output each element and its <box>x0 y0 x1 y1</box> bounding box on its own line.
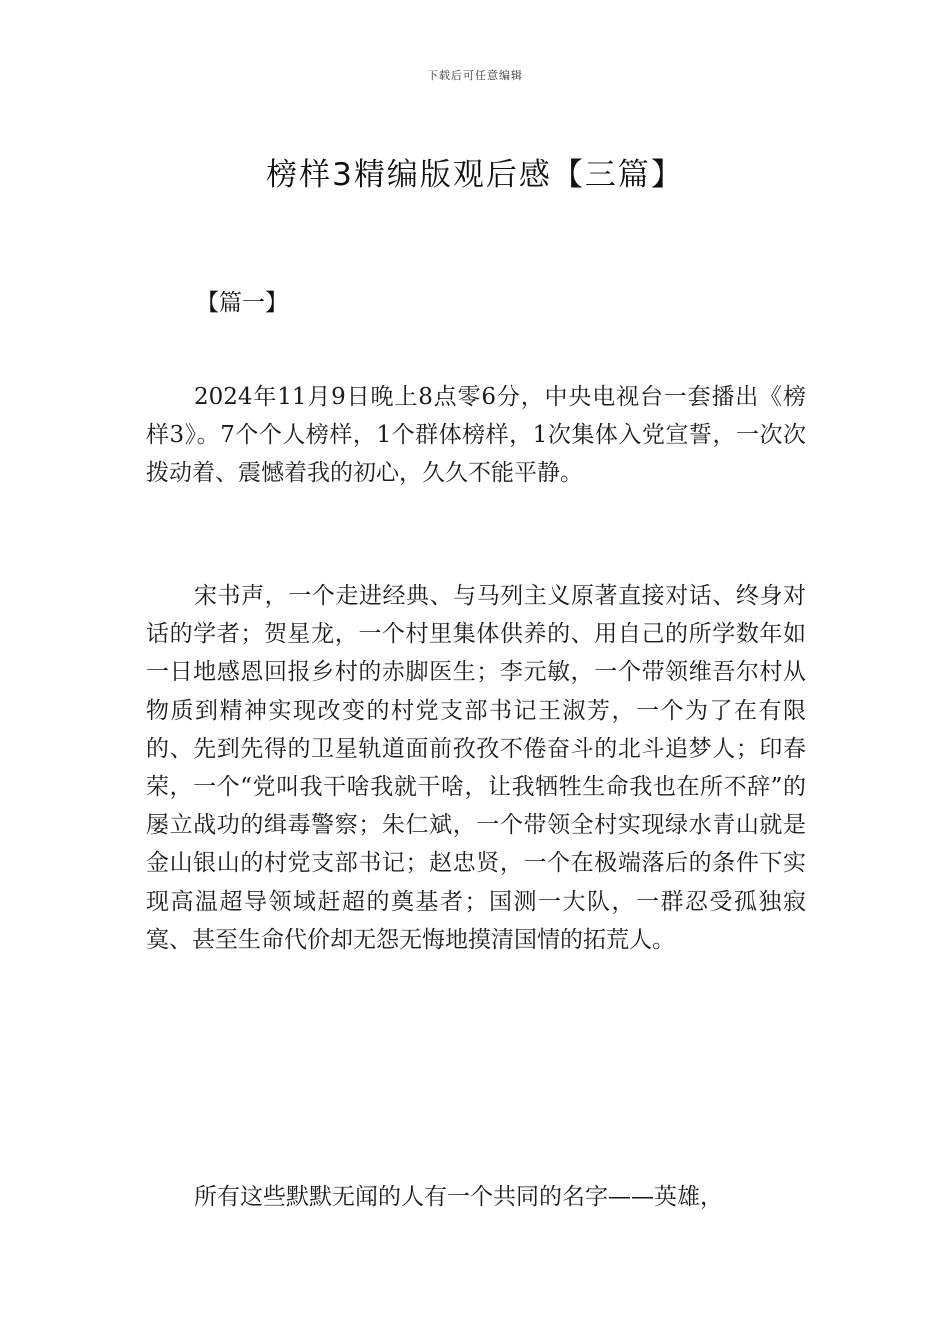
section-heading: 【篇一】 <box>196 290 288 316</box>
document-title: 榜样3精编版观后感【三篇】 <box>266 156 684 193</box>
paragraph: 宋书声，一个走进经典、与马列主义原著直接对话、终身对话的学者；贺星龙，一个村里集体供养的、用自己的所学数年如一日地感恩回报乡村的赤脚医生；李元敏，一个带领维吾尔村从物质到精神实现改变的村党支部书记王淑芳，一个为了在有限的、先到先得的卫星轨道面前孜孜不倦奋斗的北斗追梦人；印春荣，一个“党叫我干啥我就干啥，让我牺牲生命我也在所不辞”的屡立战功的缉毒警察；朱仁斌，一个带领全村实现绿水青山就是金山银山的村党支部书记；赵忠贤，一个在极端落后的条件下实现高温超导领域赶超的奠基者；国测一大队，一群忍受孤独寂寞、甚至生命代价却无怨无悔地摸清国情的拓荒人。 <box>146 583 806 953</box>
paragraph: 所有这些默默无闻的人有一个共同的名字——英雄， <box>194 1184 723 1210</box>
header-note: 下载后可任意编辑 <box>427 69 523 82</box>
paragraph: 2024年11月9日晚上8点零6分，中央电视台一套播出《榜样3》。7个个人榜样，1个群体榜样，1次集体入党宣誓，一次次拨动着、震憾着我的初心，久久不能平静。 <box>146 384 806 487</box>
